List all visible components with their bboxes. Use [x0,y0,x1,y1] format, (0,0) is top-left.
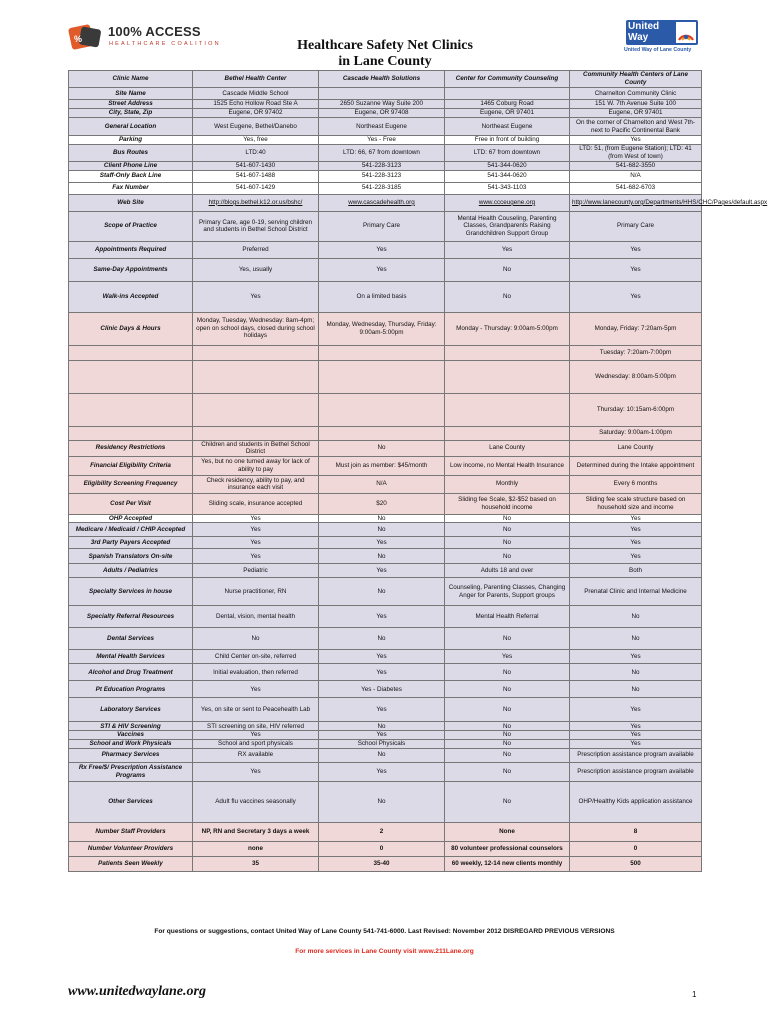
table-cell: 1525 Echo Hollow Road Ste A [193,100,319,109]
row-label: Financial Eligibility Criteria [69,456,193,475]
table-cell: Yes - Free [319,136,445,145]
table-row [69,523,702,537]
united-way-caption: United Way of Lane County [624,47,692,53]
table-cell: Monday, Wednesday, Thursday, Friday: 9:00am-5:00pm [319,312,445,345]
table-cell: Yes [319,537,445,549]
united-way-logo [624,20,702,56]
table-cell [319,360,445,393]
table-cell: No [445,523,570,537]
table-row [69,606,702,628]
table-cell: No [570,606,702,628]
table-row [69,681,702,698]
table-cell: Children and students in Bethel School District [193,440,319,456]
united-way-hand-icon [676,22,696,43]
table-cell: None [445,822,570,841]
table-cell: 0 [570,841,702,856]
table-cell: 541-344-0620 [445,161,570,170]
row-label: Walk-ins Accepted [69,281,193,312]
table-cell: No [445,739,570,748]
table-cell: Pediatric [193,564,319,578]
table-cell: Sliding fee scale structure based on household size and income [570,493,702,514]
table-row [69,440,702,456]
table-cell: No [319,781,445,822]
title-line-2: in Lane County [338,54,432,69]
row-label: Adults / Pediatrics [69,564,193,578]
table-cell: Mental Health Couseling, Parenting Classes, Grandparents Raising Grandchildren Support Group [445,211,570,241]
table-cell [445,345,570,360]
table-cell: Yes [193,537,319,549]
row-label: Scope of Practice [69,211,193,241]
table-cell: OHP/Healthy Kids application assistance [570,781,702,822]
table-cell: No [445,549,570,564]
table-cell: Northeast Eugene [445,118,570,136]
table-row [69,182,702,194]
title-line-1: Healthcare Safety Net Clinics [297,38,473,53]
table-cell [445,426,570,440]
table-cell [193,393,319,426]
table-cell: Northeast Eugene [319,118,445,136]
table-cell: No [445,664,570,681]
table-row [69,71,702,88]
table-cell: Monday - Thursday: 9:00am-5:00pm [445,312,570,345]
table-cell: Yes [570,722,702,731]
table-row [69,360,702,393]
table-cell: Yes [319,731,445,740]
table-cell: No [319,578,445,606]
table-cell: 541-607-1430 [193,161,319,170]
table-cell: Yes [570,241,702,258]
table-row [69,650,702,664]
table-row [69,739,702,748]
table-cell: 2650 Suzanne Way Suite 200 [319,100,445,109]
table-cell: No [445,722,570,731]
table-cell: Prenatal Clinic and Internal Medicine [570,578,702,606]
table-cell: Yes [193,731,319,740]
table-cell: No [445,762,570,781]
table-cell: No [445,537,570,549]
row-label [69,345,193,360]
table-cell: 500 [570,856,702,871]
table-cell: Determined during the Intake appointment [570,456,702,475]
row-label: Fax Number [69,182,193,194]
row-label: Street Address [69,100,193,109]
table-cell: LTD:40 [193,144,319,161]
table-cell: Bethel Health Center [193,71,319,88]
row-label: Cost Per Visit [69,493,193,514]
table-cell: No [445,731,570,740]
table-row [69,241,702,258]
row-label: Number Volunteer Providers [69,841,193,856]
table-cell: No [445,748,570,762]
table-cell: No [570,628,702,650]
table-cell: No [319,440,445,456]
table-cell: 2 [319,822,445,841]
table-cell: 541-228-3185 [319,182,445,194]
row-label: Bus Routes [69,144,193,161]
table-cell: Check residency, ability to pay, and insurance each visit [193,475,319,493]
table-cell: 541-607-1488 [193,170,319,182]
row-label: Clinic Days & Hours [69,312,193,345]
table-cell: Yes [445,650,570,664]
table-cell: No [445,514,570,523]
table-cell: No [445,681,570,698]
row-label: Client Phone Line [69,161,193,170]
table-cell: Community Health Centers of Lane County [570,71,702,88]
table-cell: Yes [319,650,445,664]
table-cell: Yes [570,650,702,664]
table-cell: No [445,628,570,650]
row-label: Staff-Only Back Line [69,170,193,182]
row-label: Specialty Referral Resources [69,606,193,628]
contact-note: For questions or suggestions, contact United Way of Lane County 541-741-6000. Last Revised: November 2012 DISREGARD PREVIOUS VERSIONS [154,928,615,935]
table-cell: Prescription assistance program available [570,762,702,781]
table-cell: 60 weekly, 12-14 new clients monthly [445,856,570,871]
table-cell: Adults 18 and over [445,564,570,578]
table-row [69,88,702,100]
row-label: Dental Services [69,628,193,650]
table-cell: No [319,722,445,731]
table-row [69,628,702,650]
table-cell: 8 [570,822,702,841]
row-label: City, State, Zip [69,109,193,118]
footer-url[interactable]: www.unitedwaylane.org [68,984,206,999]
row-label: OHP Accepted [69,514,193,523]
table-row [69,456,702,475]
table-cell: $20 [319,493,445,514]
row-label: Mental Health Services [69,650,193,664]
table-cell: Preferred [193,241,319,258]
table-cell: Yes [319,564,445,578]
table-row [69,393,702,426]
table-row [69,170,702,182]
table-cell: N/A [570,170,702,182]
website-link[interactable]: http://www.lanecounty.org/Departments/HHS/CHC/Pages/default.aspx [570,194,702,211]
table-cell: Every 6 months [570,475,702,493]
table-cell: 541-607-1429 [193,182,319,194]
table-cell: Yes [570,523,702,537]
table-cell: LTD: 51, (from Eugene Station); LTD: 41 (from West of town) [570,144,702,161]
table-cell: School and sport physicals [193,739,319,748]
table-cell: Initial evaluation, then referred [193,664,319,681]
table-cell [193,426,319,440]
row-label: Site Name [69,88,193,100]
table-cell: Yes - Diabetes [319,681,445,698]
table-cell: 541-682-3550 [570,161,702,170]
table-cell: Low income, no Mental Health Insurance [445,456,570,475]
table-cell: Yes [570,549,702,564]
table-cell: Monthly [445,475,570,493]
table-row [69,426,702,440]
table-cell [445,88,570,100]
table-cell: Yes [319,698,445,722]
table-row [69,549,702,564]
table-cell [445,360,570,393]
row-label: 3rd Party Payers Accepted [69,537,193,549]
table-row [69,664,702,681]
table-cell: Monday, Tuesday, Wednesday: 8am-4pm; open on school days, closed during school holidays [193,312,319,345]
table-row [69,731,702,740]
table-cell: 541-344-0620 [445,170,570,182]
row-label: General Location [69,118,193,136]
table-cell: Cascade Health Solutions [319,71,445,88]
access-coalition-logo [68,20,221,56]
table-cell [319,345,445,360]
table-row [69,698,702,722]
table-cell: Yes [570,258,702,281]
svg-text:%: % [74,34,83,44]
table-cell: Lane County [570,440,702,456]
table-cell: 151 W. 7th Avenue Suite 100 [570,100,702,109]
table-cell: Thursday: 10:15am-6:00pm [570,393,702,426]
table-cell: Sliding scale, insurance accepted [193,493,319,514]
access-logo-mark-icon [68,24,104,50]
row-label: Rx Free/$/ Prescription Assistance Programs [69,762,193,781]
access-logo-subtitle: HEALTHCARE COALITION [109,41,221,47]
row-label: Eligibility Screening Frequency [69,475,193,493]
table-cell: Yes [319,664,445,681]
table-row [69,281,702,312]
table-cell: N/A [319,475,445,493]
table-cell [445,393,570,426]
table-cell: Yes [319,762,445,781]
table-cell: Nurse practitioner, RN [193,578,319,606]
table-cell: LTD: 67 from downtown [445,144,570,161]
table-row [69,258,702,281]
united-way-badge-text: United Way [628,21,660,43]
table-cell: Yes [570,281,702,312]
table-row [69,781,702,822]
page-number: 1 [692,990,697,999]
table-row [69,748,702,762]
table-cell: Yes [193,762,319,781]
table-cell: No [445,258,570,281]
table-cell: 541-228-3123 [319,161,445,170]
table-row [69,109,702,118]
row-label: Pt Education Programs [69,681,193,698]
table-cell: Sliding fee Scale, $2-$52 based on household income [445,493,570,514]
table-cell: LTD: 66, 67 from downtown [319,144,445,161]
table-cell: Primary Care, age 0-19, serving children and students in Bethel School District [193,211,319,241]
table-cell: Yes [445,241,570,258]
row-label: Parking [69,136,193,145]
table-cell: Child Center on-site, referred [193,650,319,664]
table-cell: 541-682-6703 [570,182,702,194]
table-cell: 0 [319,841,445,856]
table-cell: Center for Community Counseling [445,71,570,88]
table-cell: Eugene, OR 97402 [193,109,319,118]
table-cell: Adult flu vaccines seasonally [193,781,319,822]
table-cell: Yes [193,681,319,698]
table-cell: Yes [319,258,445,281]
table-cell: Yes [570,136,702,145]
table-cell: Dental, vision, mental health [193,606,319,628]
table-cell: No [319,628,445,650]
table-cell: On the corner of Charnelton and West 7th-next to Pacific Continental Bank [570,118,702,136]
row-label [69,360,193,393]
table-cell: School Physicals [319,739,445,748]
row-label: Vaccines [69,731,193,740]
table-cell: Eugene, OR 97408 [319,109,445,118]
table-row [69,100,702,109]
table-cell: Charnelton Community Clinic [570,88,702,100]
table-cell: Yes, but no one turned away for lack of ability to pay [193,456,319,475]
table-cell: Yes [570,731,702,740]
page-title [245,38,525,70]
table-cell: RX available [193,748,319,762]
table-row [69,345,702,360]
table-cell: 541-343-1103 [445,182,570,194]
table-cell: Mental Health Referral [445,606,570,628]
table-cell: Yes [193,514,319,523]
table-row [69,722,702,731]
table-cell: Tuesday: 7:20am-7:00pm [570,345,702,360]
table-cell: West Eugene, Bethel/Danebo [193,118,319,136]
table-cell: Lane County [445,440,570,456]
table-cell: No [193,628,319,650]
table-cell: Both [570,564,702,578]
row-label: Pharmacy Services [69,748,193,762]
table-cell: Primary Care [319,211,445,241]
table-cell: 80 volunteer professional counselors [445,841,570,856]
table-cell: Yes [319,606,445,628]
table-cell: 1465 Coburg Road [445,100,570,109]
row-label: Appointments Required [69,241,193,258]
table-cell: Primary Care [570,211,702,241]
table-cell: No [319,549,445,564]
row-label [69,393,193,426]
table-cell [319,393,445,426]
table-cell: No [319,523,445,537]
table-cell: No [319,748,445,762]
table-row [69,211,702,241]
table-cell: Yes [193,523,319,537]
table-cell: Yes, on site or sent to Peacehealth Lab [193,698,319,722]
table-row [69,537,702,549]
table-cell: Yes [193,281,319,312]
row-label: Patients Seen Weekly [69,856,193,871]
table-row [69,856,702,871]
row-label: Web Site [69,194,193,211]
table-cell: Must join as member: $45/month [319,456,445,475]
table-cell: Yes, free [193,136,319,145]
table-cell [319,426,445,440]
table-row [69,841,702,856]
table-cell: On a limited basis [319,281,445,312]
clinic-comparison-table [68,70,768,872]
row-label: Clinic Name [69,71,193,88]
row-label: Alcohol and Drug Treatment [69,664,193,681]
table-row [69,136,702,145]
table-cell: Yes, usually [193,258,319,281]
row-label: Residency Restrictions [69,440,193,456]
table-cell: NP, RN and Secretary 3 days a week [193,822,319,841]
row-label: Spanish Translators On-site [69,549,193,564]
table-cell: 35-40 [319,856,445,871]
table-row [69,312,702,345]
row-label: Other Services [69,781,193,822]
row-label: Laboratory Services [69,698,193,722]
access-logo-name: 100% ACCESS [108,24,201,39]
table-cell: Eugene, OR 97401 [570,109,702,118]
row-label: Specialty Services in house [69,578,193,606]
table-cell: Prescription assistance program available [570,748,702,762]
row-label: Medicare / Medicaid / CHIP Accepted [69,523,193,537]
more-services-link[interactable]: For more services in Lane County visit www.211Lane.org [295,948,474,955]
table-cell [319,88,445,100]
table-row [69,144,702,161]
table-cell: Yes [570,537,702,549]
table-row [69,514,702,523]
table-cell: STI screening on site, HIV referred [193,722,319,731]
row-label: School and Work Physicals [69,739,193,748]
table-cell: No [445,698,570,722]
table-cell: Yes [570,514,702,523]
table-cell: Eugene, OR 97401 [445,109,570,118]
table-cell: Yes [570,739,702,748]
table-cell [193,345,319,360]
table-row [69,762,702,781]
table-cell: Yes [570,698,702,722]
table-cell: none [193,841,319,856]
table-row [69,475,702,493]
table-cell [193,360,319,393]
table-cell: 35 [193,856,319,871]
table-row [69,822,702,841]
table-row [69,161,702,170]
table-cell: Free in front of building [445,136,570,145]
table-row [69,578,702,606]
website-link[interactable]: www.cascadehealth.org [319,194,445,211]
table-row [69,564,702,578]
table-cell: Cascade Middle School [193,88,319,100]
table-cell: No [570,681,702,698]
table-cell: Saturday: 9:00am-1:00pm [570,426,702,440]
row-label: Number Staff Providers [69,822,193,841]
row-label: Same-Day Appointments [69,258,193,281]
table-cell: Wednesday: 8:00am-5:00pm [570,360,702,393]
table-row [69,118,702,136]
table-cell: Yes [319,241,445,258]
row-label: STI & HIV Screening [69,722,193,731]
table-cell: 541-228-3123 [319,170,445,182]
table-cell: Counseling, Parenting Classes, Changing Anger for Parents, Support groups [445,578,570,606]
table-row [69,194,702,211]
table-cell: No [445,281,570,312]
table-cell: Yes [193,549,319,564]
table-row [69,493,702,514]
website-link[interactable]: www.ccceugene.org [445,194,570,211]
table-cell: Monday, Friday: 7:20am-5pm [570,312,702,345]
table-cell: No [570,664,702,681]
table-cell: No [319,514,445,523]
website-link[interactable]: http://blogs.bethel.k12.or.us/bshc/ [193,194,319,211]
row-label [69,426,193,440]
table-cell: No [445,781,570,822]
